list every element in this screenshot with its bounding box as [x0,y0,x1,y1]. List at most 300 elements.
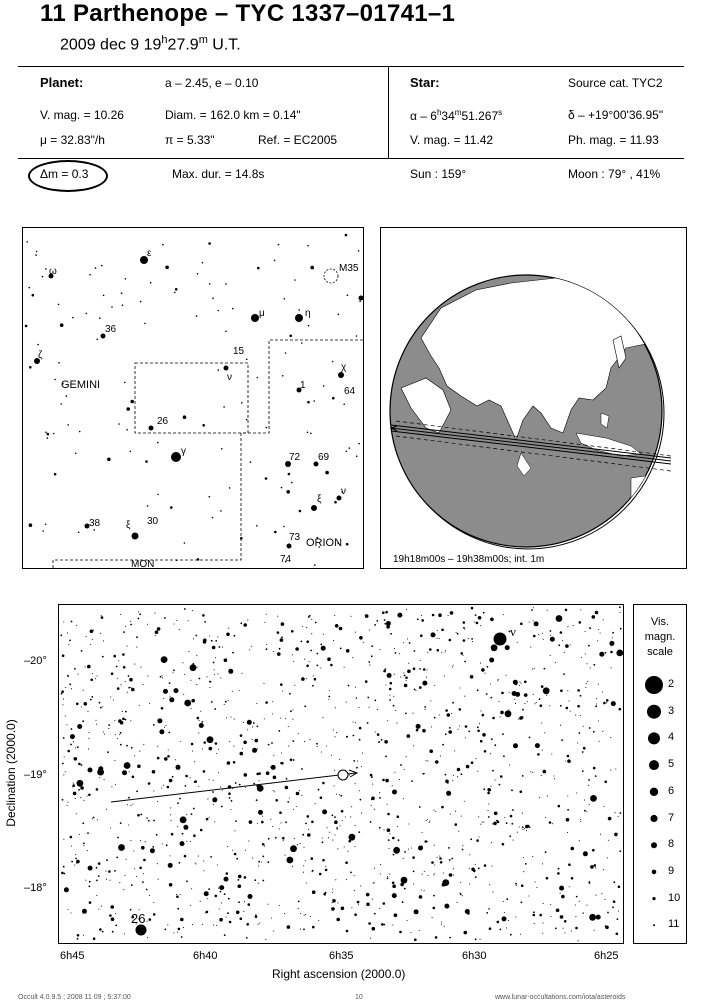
field-star [216,753,217,754]
field-star [333,729,334,730]
field-star [491,738,493,740]
field-star [198,856,199,857]
field-star [156,834,158,836]
field-star [354,913,357,916]
field-star [279,905,280,906]
field-star [453,665,454,666]
field-star [222,789,223,790]
constellation-star [251,314,259,322]
field-star [519,826,520,827]
field-star [442,744,444,746]
field-star [173,623,174,624]
field-star [292,719,293,720]
field-star [406,756,407,757]
field-star [70,744,72,746]
field-star [407,920,408,921]
field-star [595,775,597,777]
field-star [502,916,507,921]
field-star [540,704,543,707]
field-star [328,699,329,700]
field-star [407,638,408,639]
field-star [145,841,146,842]
constellation-star [53,433,55,435]
field-star [532,856,533,857]
field-star [309,661,310,662]
field-star [244,901,245,902]
field-star [306,678,307,679]
field-star [542,749,543,750]
field-star [258,861,260,863]
field-star [239,690,240,691]
field-star [190,905,191,906]
field-star [218,749,219,750]
field-star [389,694,390,695]
constellation-star [257,377,259,379]
field-star [454,750,455,751]
field-star [307,815,310,818]
field-star [130,687,131,688]
field-star [105,871,106,872]
field-star [155,630,159,634]
field-star [316,653,318,655]
field-star [153,820,155,822]
field-star [272,826,273,827]
field-star [494,780,495,781]
constellation-star [45,268,47,270]
field-star [90,679,93,682]
field-star [411,847,412,848]
field-star [395,710,396,711]
constellation-star [32,294,35,297]
field-star [142,881,144,883]
field-star [188,620,189,621]
field-star [346,649,350,653]
field-star [120,744,122,746]
field-star [267,904,268,905]
field-star [383,902,386,905]
field-star [605,925,607,927]
constellation-star [356,455,358,457]
field-star [356,698,357,699]
constellation-star [274,531,277,534]
field-star [339,759,340,760]
field-star [375,731,376,732]
field-star [186,814,187,815]
scale-level-label: 7 [668,811,675,824]
field-star [376,620,378,622]
field-star [567,759,571,763]
scale-level-label: 6 [668,784,675,797]
field-star [567,626,568,627]
scale-level-label: 10 [668,891,681,904]
field-star [445,709,448,712]
field-star [122,718,125,721]
field-star [578,940,579,941]
constellation-star [334,501,337,504]
field-star [557,872,560,875]
field-star [482,733,486,737]
field-star [146,889,148,891]
field-star [353,735,355,737]
star-label-gamma: γ [181,446,186,457]
field-star [227,912,229,914]
field-star [92,673,93,674]
star-alpha: α – 6$^h$34$^m$51.267$^s$ [410,108,503,123]
field-star [407,734,411,738]
field-star [88,886,90,888]
field-star [88,866,93,871]
field-star [243,741,247,745]
field-star [434,845,435,846]
field-star [96,788,99,791]
field-star [303,872,304,873]
field-star [381,739,383,741]
field-star [71,621,73,623]
field-star [67,909,68,910]
field-star [284,855,285,856]
field-star [482,714,485,717]
field-star [610,737,611,738]
field-star [490,618,494,622]
field-star [423,668,426,671]
field-star [206,911,209,914]
field-star [85,666,86,667]
field-star [279,828,280,829]
field-star [297,844,298,845]
field-star [285,821,287,823]
field-star [464,696,465,697]
field-star [586,663,587,664]
field-star [303,865,304,866]
field-star [569,886,570,887]
field-star [598,741,599,742]
field-star [437,649,440,652]
field-star [619,606,621,608]
field-star [608,840,609,841]
label-gemini: GEMINI [61,379,101,391]
field-star [610,651,613,654]
field-star [169,697,174,702]
field-star [312,870,314,872]
field-star [153,902,154,903]
field-star [209,681,211,683]
chart-label-nu: ν [510,624,516,639]
field-star [520,934,521,935]
planet-heading: Planet: [40,75,84,90]
field-star [528,895,529,896]
field-star [404,769,405,770]
field-star [505,710,512,717]
field-star [349,834,356,841]
field-star [397,815,400,818]
field-star [386,625,390,629]
field-star [542,922,543,923]
field-star [382,779,385,782]
field-star [190,680,191,681]
field-star [70,912,71,913]
field-star [74,668,76,670]
star-vmag: V. mag. = 11.42 [410,133,494,147]
field-star [449,873,453,877]
field-star [441,806,444,809]
field-star [577,689,580,692]
field-star [75,858,77,860]
field-star [490,683,491,684]
field-star [240,734,243,737]
field-star [153,724,155,726]
planet-ref: Ref. = EC2005 [258,133,338,147]
field-star [190,777,191,778]
field-star [482,822,483,823]
field-star [342,820,343,821]
field-star [217,864,218,865]
field-star [394,913,398,917]
field-star [379,827,381,829]
field-star [381,923,384,926]
field-star [409,642,411,644]
field-star [248,894,253,899]
field-star [157,718,162,723]
field-star [332,892,333,893]
field-star [136,647,137,648]
field-star [120,684,121,685]
field-star [185,785,187,787]
field-star [588,785,589,786]
field-star [515,703,516,704]
field-star [556,615,563,622]
field-star [534,923,535,924]
field-star [149,895,150,896]
field-star [268,861,270,863]
field-star [606,699,609,702]
constellation-star [209,283,211,285]
field-star [252,748,257,753]
field-star [463,627,465,629]
field-star [471,761,474,764]
scale-dot [650,815,657,822]
field-star [575,715,576,716]
field-star [120,822,122,824]
field-star [215,657,216,658]
field-star [194,781,196,783]
constellation-star [225,283,227,285]
field-star [199,678,201,680]
field-star [397,613,402,618]
field-star [150,848,155,853]
field-star [374,913,376,915]
field-star [272,701,273,702]
field-star [390,682,393,685]
field-star [487,666,489,668]
field-star [207,799,208,800]
field-star [529,737,531,739]
field-star [531,609,533,611]
field-star [499,784,501,786]
field-star [64,756,65,757]
field-star [149,918,152,921]
field-star [494,744,496,746]
field-star [377,733,380,736]
star-label-mu: μ [259,308,265,319]
field-star [392,924,393,925]
field-star [583,913,584,914]
field-star [219,885,224,890]
field-star [370,821,372,823]
field-star [315,803,316,804]
field-star [220,678,221,679]
field-star [92,818,93,819]
field-star [238,901,240,903]
field-star [560,915,564,919]
field-star [306,882,307,883]
field-star [395,652,397,654]
field-star [476,839,479,842]
field-star [169,779,173,783]
field-star [203,639,207,643]
constellation-star [299,510,302,513]
field-star [445,774,447,776]
field-star [152,846,154,848]
constellation-star [241,402,243,404]
field-star [161,730,163,732]
field-star [464,661,466,663]
field-star [460,652,463,655]
field-star [614,833,618,837]
field-star [434,717,436,719]
field-star [301,768,303,770]
constellation-star [89,274,91,276]
field-star [363,642,364,643]
field-star [418,846,423,851]
constellation-star [36,251,38,253]
field-star [535,881,536,882]
constellation-star [175,288,178,291]
field-star [75,747,76,748]
constellation-stars [25,234,363,566]
field-star [83,845,84,846]
constellation-star [229,487,231,489]
y-tick-label: –19° [24,769,47,781]
field-star [67,633,68,634]
field-star [486,693,488,695]
field-star [184,608,186,610]
field-star [301,677,305,681]
constellation-star [298,309,300,311]
field-star [157,863,158,864]
field-star [122,770,127,775]
constellation-star [54,379,56,381]
constellation-star [47,433,50,436]
y-tick-label: –20° [24,655,47,667]
field-star [552,823,553,824]
field-star [522,709,524,711]
field-star [215,895,218,898]
field-star [581,657,582,658]
field-star [111,786,112,787]
field-star [244,876,247,879]
field-star [362,753,363,754]
field-star [471,607,474,610]
field-star [118,844,125,851]
field-star [490,697,492,699]
constellation-star [147,505,149,507]
field-star [64,873,66,875]
field-star [544,668,546,670]
field-star [229,741,230,742]
field-star [470,838,472,840]
constellation-star [150,282,152,284]
field-star [420,660,421,661]
field-star [492,770,494,772]
constellation-star [220,510,222,512]
field-star [547,796,548,797]
field-star [492,892,493,893]
field-star [393,847,400,854]
constellation-star [356,335,358,337]
field-star [486,912,488,914]
scale-level-label: 8 [668,838,675,851]
field-star [115,925,117,927]
field-star [424,706,426,708]
field-star [110,905,114,909]
field-star [439,638,440,639]
field-star [357,901,360,904]
field-star [229,797,231,799]
field-star [213,780,214,781]
field-star [492,717,495,720]
field-star [120,732,122,734]
field-star [601,893,602,894]
field-star [358,831,360,833]
field-star [248,721,250,723]
field-star [489,884,490,885]
field-star [550,630,552,632]
field-star [360,886,361,887]
field-star [393,854,395,856]
constellation-star [346,451,348,453]
star-label-epsilon: ε [147,248,152,259]
field-star [460,893,462,895]
field-star [444,676,445,677]
constellation-star [265,477,268,480]
constellation-star [221,448,223,450]
field-star [212,797,217,802]
field-star [546,695,547,696]
field-star [239,784,241,786]
field-star [83,935,84,936]
field-star [429,648,432,651]
constellation-star [212,297,214,299]
field-star [106,809,107,810]
constellation-star [301,342,303,344]
field-star [336,827,338,829]
field-star [539,797,540,798]
field-star [88,732,89,733]
field-star [351,806,352,807]
field-star [200,829,203,832]
constellation-star [217,310,219,312]
field-star [339,627,343,631]
field-star [180,918,184,922]
field-star [115,734,116,735]
constellation-star [26,241,28,243]
field-star [602,691,603,692]
constellation-star [79,431,81,433]
star-label-30: 30 [147,516,159,527]
field-star [140,840,141,841]
star-label-69: 69 [318,452,330,463]
constellation-star [314,564,316,566]
